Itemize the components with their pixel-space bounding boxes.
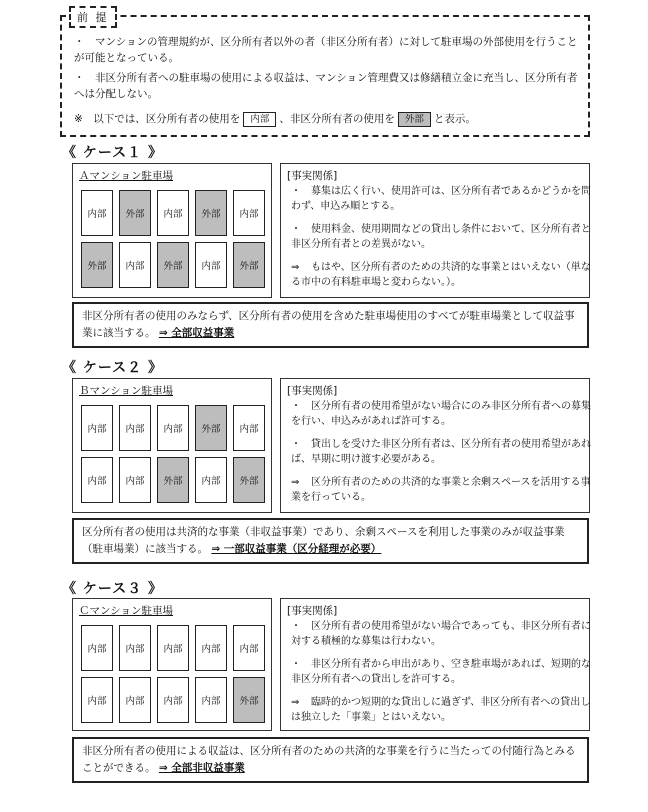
case-3-title: 《 ケース３ 》: [62, 581, 164, 597]
case-2-fact-1: ・ 区分所有者の使用希望がない場合にのみ非区分所有者への募集を行い、申込みがあれば許可する。: [291, 401, 591, 427]
case-1-fact-3: ⇒ もはや、区分所有者のための共済的な事業とはいえない（単なる市中の有料駐車場と変わらない。）。: [291, 262, 591, 288]
parking-space: 内部: [81, 457, 113, 503]
parking-space: 外部: [157, 242, 189, 288]
parking-space: 内部: [195, 457, 227, 503]
case-2-lot: [72, 378, 272, 513]
case-1-facts: [280, 163, 590, 298]
case-3-conclusion: 非区分所有者の使用による収益は、区分所有者のための共済的な事業を行うに当たっての付随行為とみることができる。 ⇒ 全部非収益事業: [72, 737, 589, 783]
case-1-spaces: [81, 190, 265, 288]
parking-space: 内部: [195, 242, 227, 288]
case-2-facts-title: [事実関係]: [287, 385, 338, 397]
badge-outside: 外部: [398, 112, 431, 127]
note-suffix: と表示。: [433, 113, 476, 125]
case-1-fact-1: ・ 募集は広く行い、使用許可は、区分所有者であるかどうかを問わず、申込み順とする。: [291, 186, 591, 212]
parking-space: 外部: [233, 242, 265, 288]
case-1-facts-title: [事実関係]: [287, 170, 338, 182]
case-2-fact-3: ⇒ 区分所有者のための共済的な事業と余剰スペースを活用する事業を行っている。: [291, 477, 591, 503]
parking-space: 内部: [119, 242, 151, 288]
parking-space: 内部: [233, 190, 265, 236]
parking-space: 内部: [119, 677, 151, 723]
parking-space: 内部: [157, 405, 189, 451]
case-3-facts-title: [事実関係]: [287, 605, 338, 617]
case-3-lot-label: Ｃマンション駐車場: [79, 605, 174, 617]
case-3-lot: [72, 598, 272, 731]
case-2-result: ⇒ 一部収益事業（区分経理が必要）: [211, 543, 382, 555]
parking-space: 外部: [195, 405, 227, 451]
parking-space: 内部: [81, 677, 113, 723]
parking-space: 外部: [81, 242, 113, 288]
premise-bullet-1: ・ マンションの管理規約が、区分所有者以外の者（非区分所有者）に対して駐車場の外部使用を行うことが可能となっている。: [74, 36, 578, 64]
case-3-fact-2: ・ 非区分所有者から申出があり、空き駐車場があれば、短期的な非区分所有者への貸出しを許可する。: [291, 659, 591, 685]
note-prefix: ※ 以下では、区分所有者の使用を: [74, 113, 241, 125]
badge-inside: 内部: [243, 112, 276, 127]
case-1-lot: [72, 163, 272, 298]
case-2-facts: [280, 378, 590, 513]
note-mid: 、非区分所有者の使用を: [279, 113, 395, 125]
case-2-conclusion: 区分所有者の使用は共済的な事業（非収益事業）であり、余剰スペースを利用した事業のみが収益事業（駐車場業）に該当する。 ⇒ 一部収益事業（区分経理が必要）: [72, 518, 589, 564]
parking-space: 外部: [233, 457, 265, 503]
parking-space: 内部: [81, 405, 113, 451]
premise-bullet-2: ・ 非区分所有者への駐車場の使用による収益は、マンション管理費又は修繕積立金に充当し、区分所有者へは分配しない。: [74, 72, 578, 100]
parking-space: 内部: [81, 190, 113, 236]
parking-space: 内部: [157, 190, 189, 236]
case-1-conclusion: 非区分所有者の使用のみならず、区分所有者の使用を含めた駐車場使用のすべてが駐車場業として収益事業に該当する。 ⇒ 全部収益事業: [72, 302, 589, 348]
case-2-title: 《 ケース２ 》: [62, 360, 164, 376]
parking-space: 内部: [195, 625, 227, 671]
case-3-fact-3: ⇒ 臨時的かつ短期的な貸出しに過ぎず、非区分所有者への貸出しは独立した「事業」とはいえない。: [291, 697, 591, 723]
parking-space: 内部: [233, 625, 265, 671]
case-2-fact-2: ・ 貸出しを受けた非区分所有者は、区分所有者の使用希望があれば、早期に明け渡す必要がある。: [291, 439, 591, 465]
case-1-title: 《 ケース１ 》: [62, 145, 164, 161]
case-3-fact-1: ・ 区分所有者の使用希望がない場合であっても、非区分所有者に対する積極的な募集は行わない。: [291, 621, 591, 647]
case-1-result: ⇒ 全部収益事業: [158, 327, 235, 339]
parking-space: 内部: [195, 677, 227, 723]
case-2-spaces: [81, 405, 265, 503]
case-3-spaces: [81, 625, 265, 723]
parking-space: 内部: [119, 625, 151, 671]
premise-title: 前 提: [69, 6, 117, 28]
parking-space: 内部: [119, 457, 151, 503]
parking-space: 内部: [157, 677, 189, 723]
parking-space: 内部: [119, 405, 151, 451]
parking-space: 内部: [81, 625, 113, 671]
case-3-facts: [280, 598, 590, 731]
parking-space: 内部: [157, 625, 189, 671]
case-1-fact-2: ・ 使用料金、使用期間などの貸出し条件において、区分所有者と非区分所有者との差異がない。: [291, 224, 591, 250]
parking-space: 外部: [157, 457, 189, 503]
parking-space: 外部: [195, 190, 227, 236]
parking-space: 外部: [233, 677, 265, 723]
premise-note: [74, 111, 584, 127]
case-1-lot-label: Ａマンション駐車場: [79, 170, 174, 182]
parking-space: 内部: [233, 405, 265, 451]
case-2-lot-label: Ｂマンション駐車場: [79, 385, 174, 397]
parking-space: 外部: [119, 190, 151, 236]
case-3-result: ⇒ 全部非収益事業: [158, 762, 245, 774]
